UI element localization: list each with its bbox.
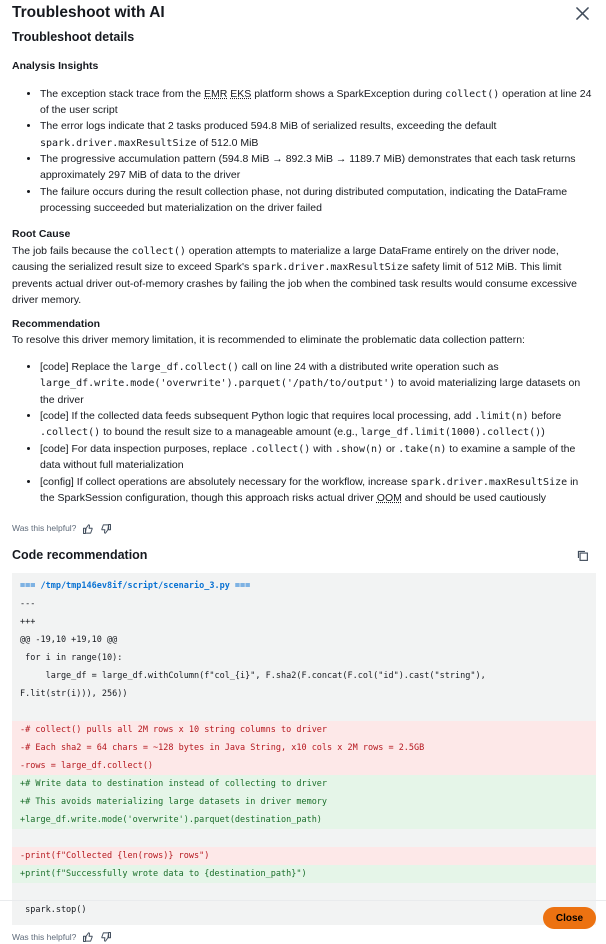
analysis-insights: [12, 58, 594, 216]
code-line-del: -print(f"Collected {len(rows)} rows"): [12, 847, 596, 865]
code-line-add: +large_df.write.mode('overwrite').parquet(destination_path): [12, 811, 596, 829]
close-button[interactable]: Close: [543, 907, 596, 929]
code-line-ctx: @@ -19,10 +19,10 @@: [20, 634, 118, 645]
code-line-del: -# collect() pulls all 2M rows x 10 string columns to driver: [12, 721, 596, 739]
insight-item: • The failure occurs during the result collection phase, not during distributed computation, indicating the DataFrame processing succeeded but materialization on the driver failed: [40, 184, 594, 217]
recommendation-item: • [code] Replace the large_df.collect() call on line 24 with a distributed write operation such as large_df.write.mode('overwrite').parquet('/path/to/output') to avoid materializing large datasets on the driver: [40, 359, 594, 408]
insight-item: • The exception stack trace from the EMR EKS platform shows a SparkException during collect() operation at line 24 of the user script: [40, 86, 594, 119]
close-icon[interactable]: [572, 3, 592, 23]
thumbs-down-icon[interactable]: [100, 523, 112, 535]
code-recommendation-header: [12, 546, 594, 565]
code-line-ctx: ---: [20, 598, 36, 609]
code-line-ctx: F.lit(str(i))), 256)): [20, 688, 128, 699]
feedback-row-code: [12, 931, 594, 944]
code-line-ctx: for i in range(10):: [20, 652, 123, 663]
feedback-row: [12, 522, 594, 535]
recommendation-item: • [config] If collect operations are absolutely necessary for the workflow, increase spark.driver.maxResultSize in the SparkSession configuration, though this approach risks actual driver OOM and should be used cautiously: [40, 474, 594, 507]
code-line-add: +# Write data to destination instead of collecting to driver: [12, 775, 596, 793]
thumbs-down-icon[interactable]: [100, 931, 112, 943]
recommendation-intro: To resolve this driver memory limitation, it is recommended to eliminate the problematic data collection pattern:: [12, 334, 525, 347]
code-line-ctx: +++: [20, 616, 36, 627]
code-line-blank: [12, 703, 596, 721]
code-line-file: === /tmp/tmp146ev8if/script/scenario_3.py ===: [20, 580, 251, 591]
recommendation-item: • [code] For data inspection purposes, replace .collect() with .show(n) or .take(n) to examine a sample of the data without full materialization: [40, 441, 594, 474]
feedback-label: Was this helpful?: [12, 931, 77, 942]
code-line-blank: [12, 829, 596, 847]
analysis-insights-heading: Analysis Insights: [12, 60, 99, 73]
code-line-blank: [12, 883, 596, 901]
recommendation-item: • [code] If the collected data feeds subsequent Python logic that requires local processing, add .limit(n) before .collect() to bound the result size to a manageable amount (e.g., large_df.limit(1000).collect()): [40, 408, 594, 441]
insight-item: • The progressive accumulation pattern (594.8 MiB → 892.3 MiB → 1189.7 MiB) demonstrates that each task returns approximately 297 MiB of data to the driver: [40, 151, 594, 184]
code-line-del: -rows = large_df.collect(): [12, 757, 596, 775]
code-line-add: +# This avoids materializing large datasets in driver memory: [12, 793, 596, 811]
footer-divider: [0, 900, 606, 901]
troubleshoot-details-heading: Troubleshoot details: [12, 30, 135, 44]
thumbs-up-icon[interactable]: [82, 523, 94, 535]
recommendation-heading: Recommendation: [12, 318, 101, 331]
thumbs-up-icon[interactable]: [82, 931, 94, 943]
insight-item: • The error logs indicate that 2 tasks produced 594.8 MiB of serialized results, exceeding the default spark.driver.maxResultSize of 512.0 MiB: [40, 118, 594, 151]
code-diff-block: [12, 573, 596, 925]
recommendation: [12, 316, 594, 506]
root-cause-heading: Root Cause: [12, 228, 71, 241]
modal-title: Troubleshoot with AI: [12, 4, 165, 21]
code-line-del: -# Each sha2 = 64 chars = ~128 bytes in Java String, x10 cols x 2M rows = 2.5GB: [12, 739, 596, 757]
code-line-ctx: large_df = large_df.withColumn(f"col_{i}", F.sha2(F.concat(F.col("id").cast("string"),: [20, 670, 486, 681]
modal-header: [12, 0, 594, 24]
root-cause-text: The job fails because the collect() operation attempts to materialize a large DataFrame entirely on the driver node, causing the serialized result size to exceed Spark's spark.driver.maxResultSize safety limit of 512 MiB. This limit prevents actual driver out-of-memory crashes by failing the job when the combined task results would consume excessive driver memory.: [12, 244, 577, 306]
recommendations-list: [12, 359, 594, 507]
code-line-add: +print(f"Successfully wrote data to {destination_path}"): [12, 865, 596, 883]
code-recommendation-heading: Code recommendation: [12, 547, 148, 562]
feedback-label: Was this helpful?: [12, 523, 77, 534]
code-line-ctx: spark.stop(): [20, 904, 87, 915]
root-cause: [12, 226, 594, 308]
insights-list: [12, 86, 594, 217]
copy-icon[interactable]: [574, 547, 590, 563]
